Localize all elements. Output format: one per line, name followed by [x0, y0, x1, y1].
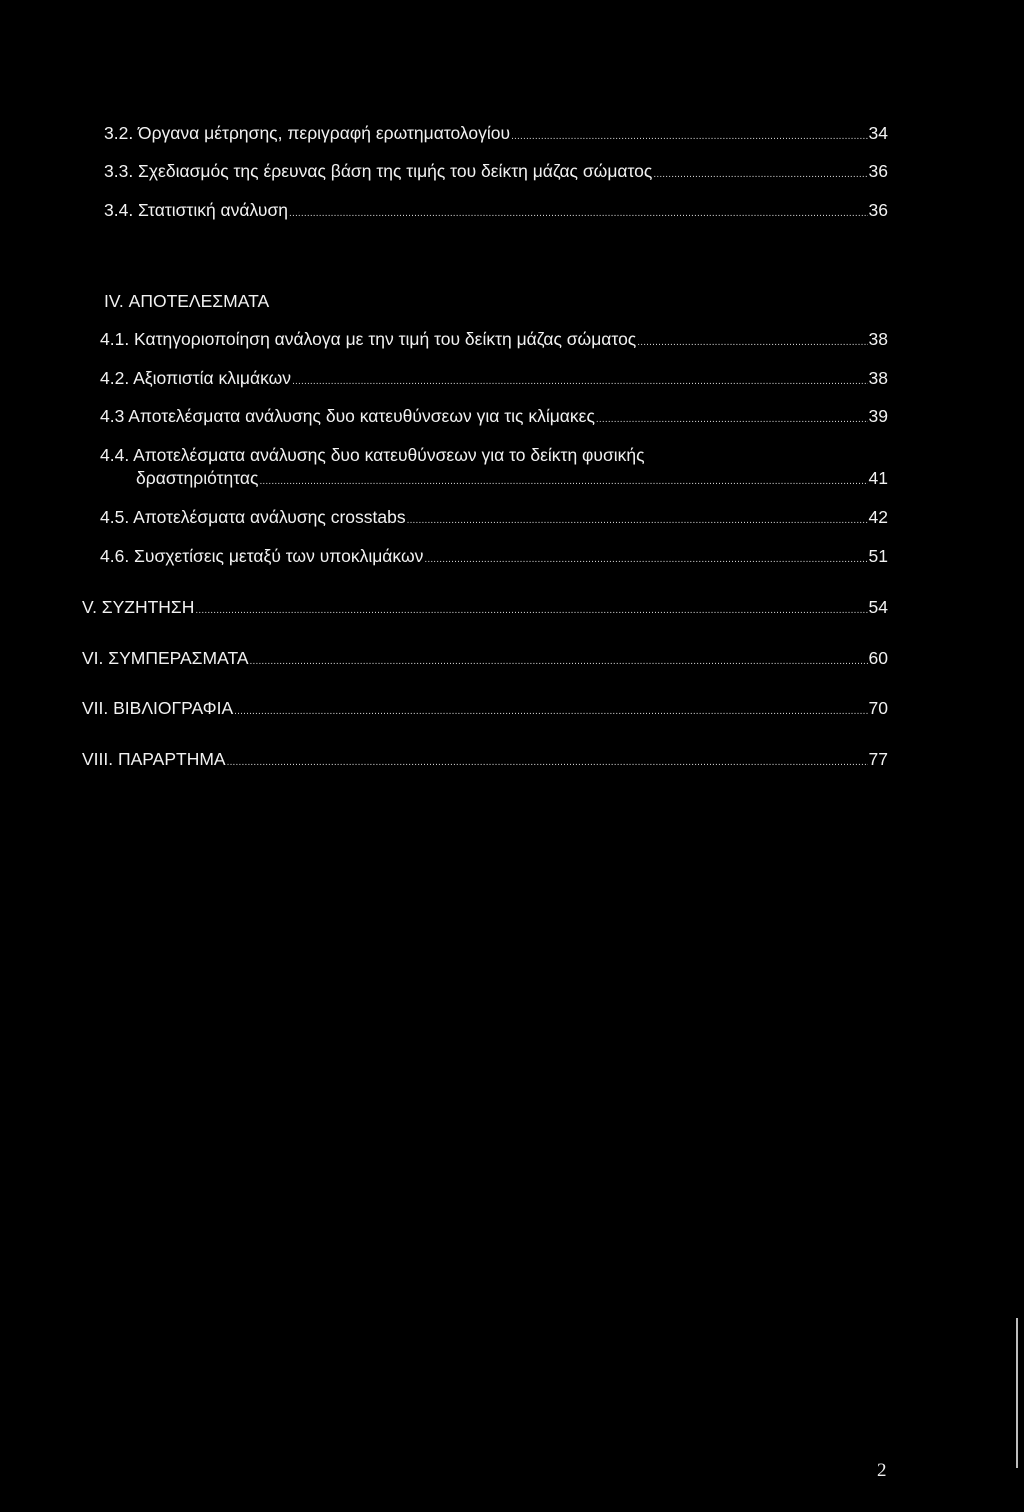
toc-entry-3-2[interactable] [104, 122, 888, 148]
toc-entry-4-3[interactable] [100, 405, 888, 431]
toc-entry-label: 4.2. Αξιοπιστία κλιμάκων [100, 368, 292, 388]
toc-entry-page: 60 [868, 648, 888, 668]
toc-entry-vii[interactable] [82, 697, 888, 723]
toc-entry-page: 38 [868, 368, 888, 388]
toc-entry-3-3[interactable] [104, 160, 888, 186]
toc-leader-dots [424, 549, 867, 571]
page-number: 2 [877, 1460, 887, 1481]
toc-entry-page: 77 [868, 749, 888, 769]
toc-entry-label: V. ΣΥΖΗΤΗΣΗ [82, 597, 195, 617]
toc-entry-v[interactable] [82, 596, 888, 622]
toc-entry-label: 3.3. Σχεδιασμός της έρευνας βάση της τιμής του δείκτη μάζας σώματος [104, 161, 653, 181]
toc-entry-label: 4.6. Συσχετίσεις μεταξύ των υποκλιμάκων [100, 546, 424, 566]
toc-entry-page: 34 [868, 123, 888, 143]
toc-entry-page: 39 [868, 406, 888, 426]
toc-entry-label: 4.3 Αποτελέσματα ανάλυσης δυο κατευθύνσεων για τις κλίμακες [100, 406, 595, 426]
toc-leader-dots [596, 409, 868, 431]
toc-entry-viii[interactable] [82, 748, 888, 774]
toc-leader-dots [289, 203, 868, 225]
toc-entry-label: 4.1. Κατηγοριοποίηση ανάλογα με την τιμή του δείκτη μάζας σώματος [100, 329, 637, 349]
toc-leader-dots [250, 651, 868, 673]
scan-edge-line [1016, 1318, 1018, 1468]
toc-entry-label: 3.2. Όργανα μέτρησης, περιγραφή ερωτηματολογίου [104, 123, 511, 143]
toc-entry-page: 70 [868, 698, 888, 718]
toc-entry-4-4-second-line[interactable] [136, 467, 888, 493]
toc-entry-vi[interactable] [82, 647, 888, 673]
toc-entry-page: 41 [868, 468, 888, 488]
toc-leader-dots [407, 510, 868, 532]
toc-entry-label: VI. ΣΥΜΠΕΡΑΣΜΑΤΑ [82, 648, 249, 668]
toc-entry-page: 36 [868, 200, 888, 220]
toc-entry-label: 4.5. Αποτελέσματα ανάλυσης crosstabs [100, 507, 406, 527]
toc-entry-page: 42 [868, 507, 888, 527]
toc-entry-page: 54 [868, 597, 888, 617]
toc-leader-dots [227, 752, 868, 774]
toc-leader-dots [195, 600, 867, 622]
toc-leader-dots [637, 332, 867, 354]
toc-leader-dots [653, 164, 867, 186]
toc-leader-dots [234, 701, 867, 723]
toc-entry-label: VII. ΒΙΒΛΙΟΓΡΑΦΙΑ [82, 698, 234, 718]
toc-leader-dots [292, 371, 867, 393]
toc-entry-4-4-first-line[interactable]: 4.4. Αποτελέσματα ανάλυσης δυο κατευθύνσεων για το δείκτη φυσικής [100, 445, 645, 465]
toc-entry-page: 36 [868, 161, 888, 181]
toc-entry-page: 51 [868, 546, 888, 566]
toc-entry-4-5[interactable] [100, 506, 888, 532]
toc-entry-page: 38 [868, 329, 888, 349]
toc-entry-3-4[interactable] [104, 199, 888, 225]
toc-heading-iv[interactable]: IV. ΑΠΟΤΕΛΕΣΜΑΤΑ [104, 291, 270, 311]
toc-entry-4-6[interactable] [100, 545, 888, 571]
toc-entry-4-2[interactable] [100, 367, 888, 393]
toc-leader-dots [259, 471, 867, 493]
toc-entry-label: δραστηριότητας [136, 468, 259, 488]
toc-entry-label: 3.4. Στατιστική ανάλυση [104, 200, 288, 220]
toc-entry-4-1[interactable] [100, 328, 888, 354]
toc-leader-dots [511, 126, 867, 148]
toc-entry-label: VIII. ΠΑΡΑΡΤΗΜΑ [82, 749, 226, 769]
